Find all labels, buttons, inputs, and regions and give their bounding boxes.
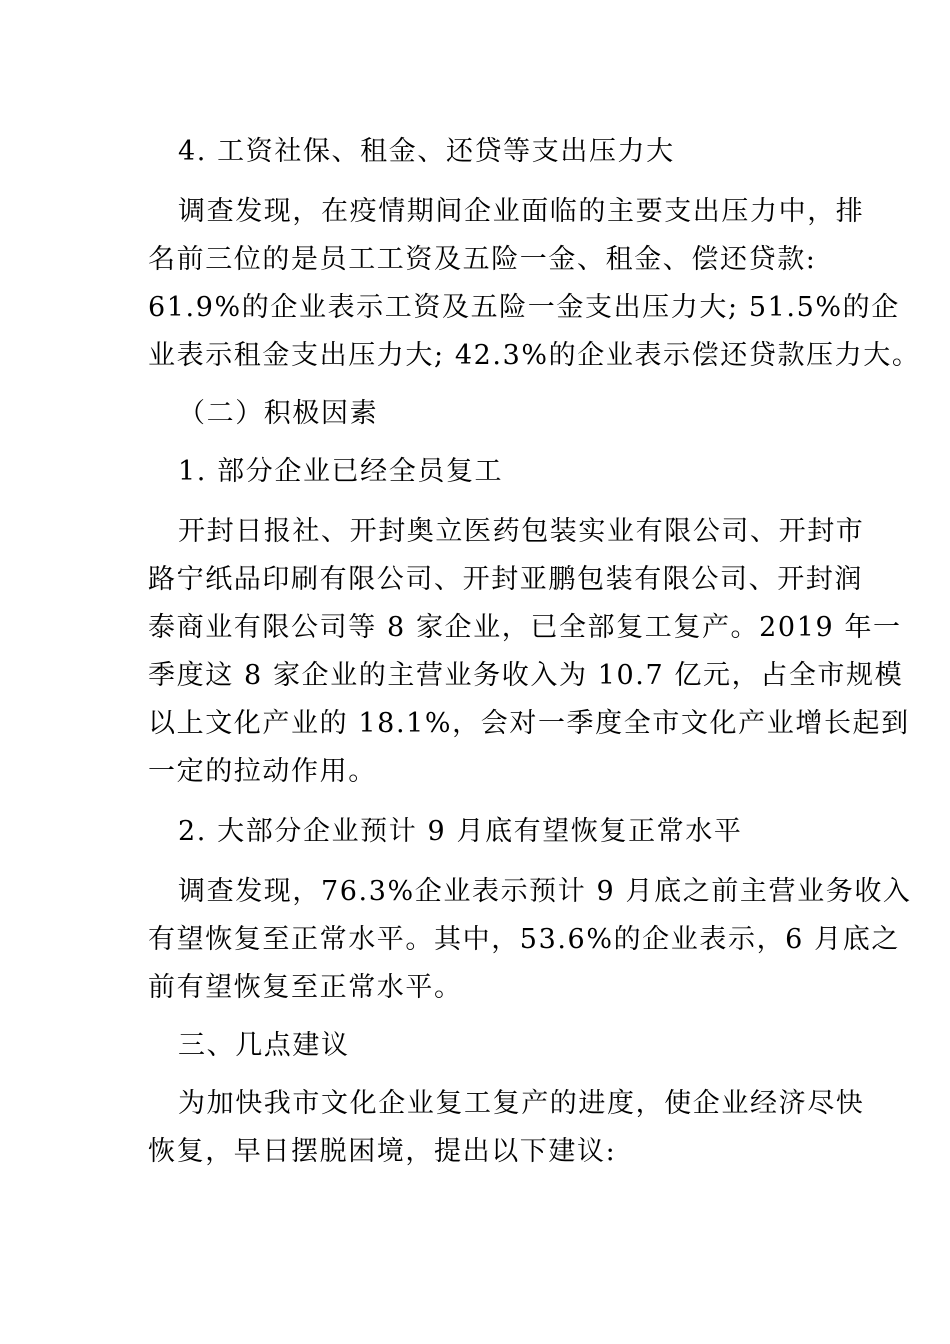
- paragraph-line: 恢复，早日摆脱困境，提出以下建议:: [148, 1136, 617, 1167]
- paragraph-line: 有望恢复至正常水平。其中，53.6%的企业表示，6 月底之: [148, 924, 900, 955]
- paragraph-line: 季度这 8 家企业的主营业务收入为 10.7 亿元，占全市规模: [148, 660, 904, 691]
- paragraph-line: 开封日报社、开封奥立医药包装实业有限公司、开封市: [178, 516, 865, 547]
- paragraph-line: 为加快我市文化企业复工复产的进度，使企业经济尽快: [178, 1088, 865, 1119]
- paragraph-line: 前有望恢复至正常水平。: [148, 972, 463, 1003]
- paragraph-line: 调查发现，在疫情期间企业面临的主要支出压力中，排: [178, 196, 865, 227]
- section-heading-suggestions: 三、几点建议: [178, 1030, 350, 1061]
- paragraph-line: 一定的拉动作用。: [148, 756, 377, 787]
- paragraph-line: 名前三位的是员工工资及五险一金、租金、偿还贷款:: [148, 244, 817, 275]
- section-heading-expense-pressure: 4. 工资社保、租金、还贷等支出压力大: [178, 136, 675, 167]
- subsection-heading-full-resumption: 1. 部分企业已经全员复工: [178, 456, 504, 487]
- paragraph-line: 泰商业有限公司等 8 家企业，已全部复工复产。2019 年一: [148, 612, 902, 643]
- paragraph-line: 路宁纸品印刷有限公司、开封亚鹏包装有限公司、开封润: [148, 564, 863, 595]
- section-heading-positive-factors: （二）积极因素: [178, 398, 379, 429]
- paragraph-line: 业表示租金支出压力大; 42.3%的企业表示偿还贷款压力大。: [148, 340, 921, 371]
- subsection-heading-recovery-forecast: 2. 大部分企业预计 9 月底有望恢复正常水平: [178, 816, 743, 847]
- paragraph-line: 61.9%的企业表示工资及五险一金支出压力大; 51.5%的企: [148, 292, 900, 323]
- paragraph-line: 以上文化产业的 18.1%，会对一季度全市文化产业增长起到: [148, 708, 910, 739]
- paragraph-line: 调查发现，76.3%企业表示预计 9 月底之前主营业务收入: [178, 876, 912, 907]
